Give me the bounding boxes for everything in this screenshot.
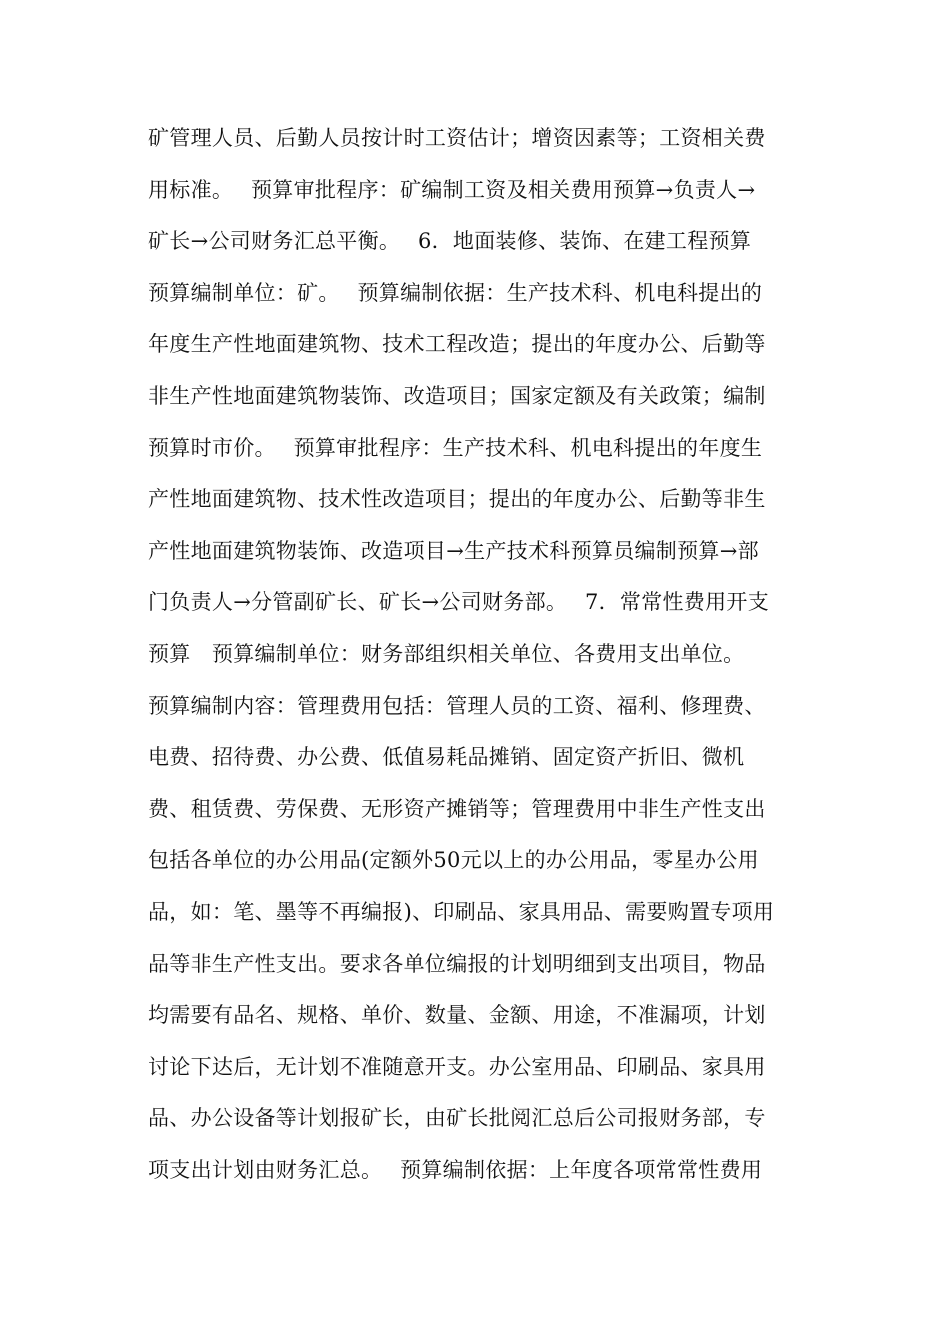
text-line: 均需要有品名、规格、单价、数量、金额、用途，不准漏项，计划	[148, 1003, 766, 1028]
text-line: 产性地面建筑物装饰、改造项目→生产技术科预算员编制预算→部	[148, 538, 759, 563]
text-line: 品、办公设备等计划报矿长，由矿长批阅汇总后公司报财务部，专	[148, 1106, 766, 1131]
text-line: 项支出计划由财务汇总。 预算编制依据：上年度各项常常性费用	[148, 1157, 763, 1182]
text-line: 产性地面建筑物、技术性改造项目；提出的年度办公、后勤等非生	[148, 487, 766, 512]
text-line: 门负责人→分管副矿长、矿长→公司财务部。 7．常常性费用开支	[148, 590, 770, 615]
text-line: 非生产性地面建筑物装饰、改造项目；国家定额及有关政策；编制	[148, 383, 766, 408]
text-line: 讨论下达后，无计划不准随意开支。办公室用品、印刷品、家具用	[148, 1054, 766, 1079]
text-line: 预算编制单位：矿。 预算编制依据：生产技术科、机电科提出的	[148, 280, 763, 305]
text-line: 预算编制内容：管理费用包括：管理人员的工资、福利、修理费、	[148, 693, 766, 718]
text-line: 年度生产性地面建筑物、技术工程改造；提出的年度办公、后勤等	[148, 332, 766, 357]
text-line: 品，如：笔、墨等不再编报)、印刷品、家具用品、需要购置专项用	[148, 899, 775, 924]
text-line: 包括各单位的办公用品(定额外50元以上的办公用品，零星办公用	[148, 848, 759, 873]
text-line: 用标准。 预算审批程序：矿编制工资及相关费用预算→负责人→	[148, 177, 756, 202]
text-line: 预算 预算编制单位：财务部组织相关单位、各费用支出单位。	[148, 641, 745, 666]
text-line: 预算时市价。 预算审批程序：生产技术科、机电科提出的年度生	[148, 435, 763, 460]
text-line: 费、租赁费、劳保费、无形资产摊销等；管理费用中非生产性支出	[148, 796, 766, 821]
body-text	[148, 116, 828, 1199]
text-line: 品等非生产性支出。要求各单位编报的计划明细到支出项目，物品	[148, 951, 766, 976]
text-line: 矿管理人员、后勤人员按计时工资估计；增资因素等；工资相关费	[148, 126, 766, 150]
text-line: 电费、招待费、办公费、低值易耗品摊销、固定资产折旧、微机	[148, 745, 745, 770]
text-line: 矿长→公司财务汇总平衡。 6．地面装修、装饰、在建工程预算	[148, 229, 752, 254]
